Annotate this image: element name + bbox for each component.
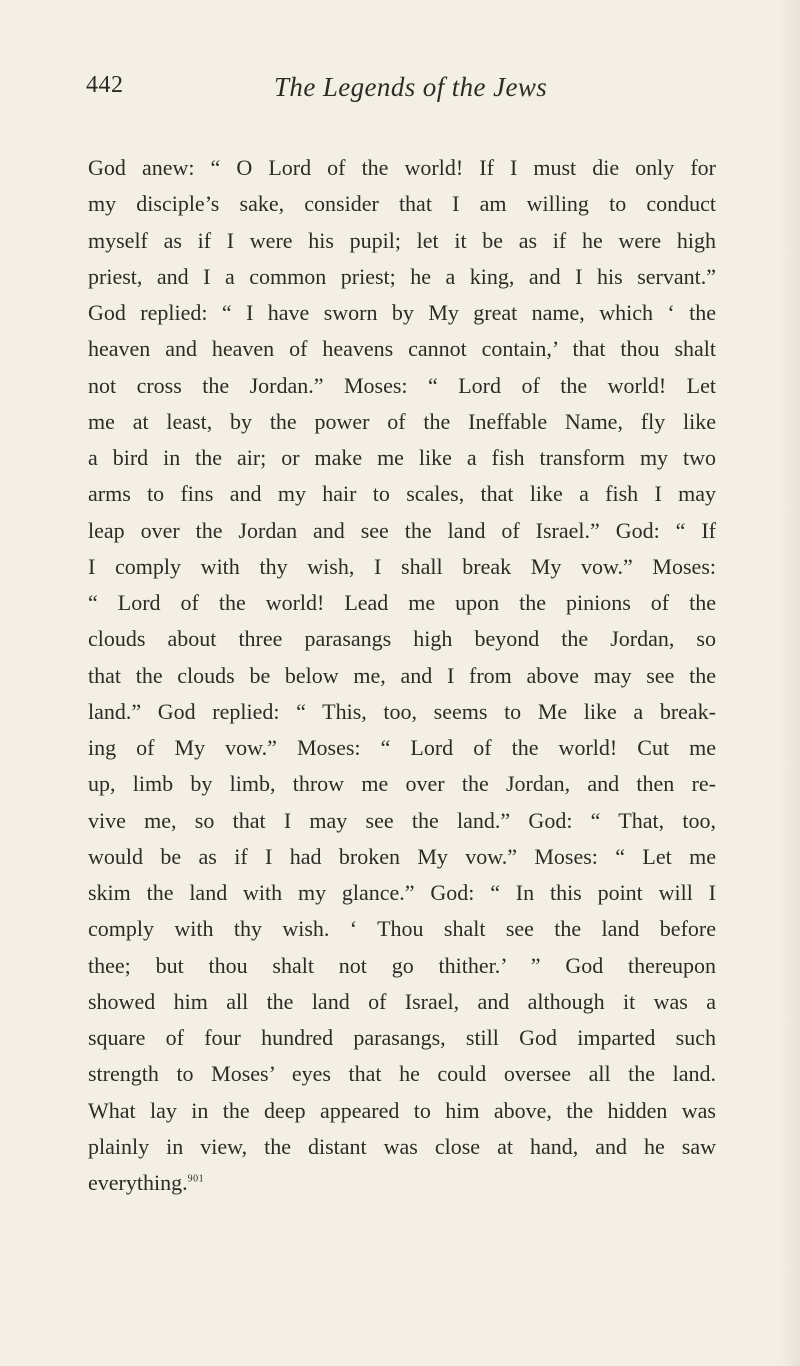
- text-line: priest, and I a common priest; he a king, and I his servant.”: [88, 263, 716, 289]
- text-line: God anew: “ O Lord of the world! If I must die only for: [88, 155, 716, 180]
- text-line: would be as if I had broken My vow.” Moses: “ Let me: [88, 843, 716, 869]
- text-line: skim the land with my glance.” God: “ In this point will I: [88, 880, 716, 905]
- text-line: comply with thy wish. ‘ Thou shalt see the land before: [88, 916, 716, 942]
- running-title: The Legends of the Jews: [274, 72, 548, 102]
- text-line: thee; but thou shalt not go thither.’ ” God thereupon: [88, 952, 716, 978]
- text-line: vive me, so that I may see the land.” God: “ That, too,: [88, 807, 716, 833]
- text-line: square of four hundred parasangs, still God imparted such: [88, 1025, 716, 1050]
- text-line: showed him all the land of Israel, and although it was a: [88, 988, 716, 1014]
- footnote-reference: 901: [187, 1173, 205, 1185]
- text-line: “ Lord of the world! Lead me upon the pinions of the: [88, 590, 716, 615]
- text-line: God replied: “ I have sworn by My great name, which ‘ the: [88, 300, 716, 325]
- text-line: ing of My vow.” Moses: “ Lord of the world! Cut me: [88, 735, 716, 760]
- text-line: clouds about three parasangs high beyond the Jordan, so: [88, 626, 716, 652]
- text-line: a bird in the air; or make me like a fish transform my two: [88, 445, 716, 470]
- text-line: that the clouds be below me, and I from above may see the: [88, 662, 716, 688]
- text-line: myself as if I were his pupil; let it be as if he were high: [88, 227, 716, 253]
- text-line: arms to fins and my hair to scales, that like a fish I may: [88, 481, 716, 507]
- text-line: leap over the Jordan and see the land of Israel.” God: “ If: [88, 517, 716, 543]
- text-line-final: [88, 1165, 716, 1201]
- text-line: strength to Moses’ eyes that he could oversee all the land.: [88, 1061, 716, 1087]
- text-line: up, limb by limb, throw me over the Jordan, and then re-: [88, 771, 716, 797]
- text-line: What lay in the deep appeared to him above, the hidden was: [88, 1097, 716, 1123]
- text-line: not cross the Jordan.” Moses: “ Lord of the world! Let: [88, 372, 716, 398]
- text-line: plainly in view, the distant was close at hand, and he saw: [88, 1133, 716, 1159]
- text-line: I comply with thy wish, I shall break My vow.” Moses:: [88, 553, 716, 579]
- page-header: [86, 72, 726, 108]
- text-line: land.” God replied: “ This, too, seems to Me like a break-: [88, 698, 716, 724]
- page-number: 442: [86, 72, 124, 98]
- body-text: [88, 150, 716, 1201]
- text-line: heaven and heaven of heavens cannot contain,’ that thou shalt: [88, 336, 716, 362]
- final-line-text: everything.: [88, 1170, 188, 1195]
- text-line: me at least, by the power of the Ineffable Name, fly like: [88, 408, 716, 434]
- text-line: my disciple’s sake, consider that I am willing to conduct: [88, 191, 716, 217]
